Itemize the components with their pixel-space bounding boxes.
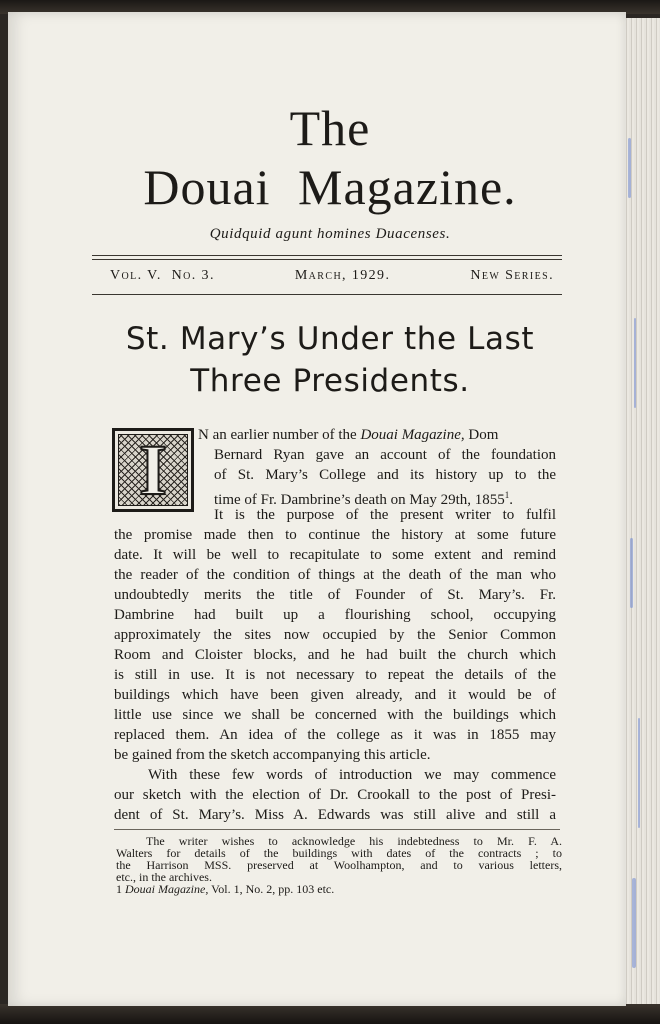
body-line: Bernard Ryan gave an account of the foundation — [214, 447, 556, 463]
footnote-mark: 1 — [504, 490, 510, 500]
body-line: our sketch with the election of Dr. Crookall to the post of Presi- — [114, 787, 556, 803]
body-line: is still in use. It is not necessary to repeat the details of the — [114, 667, 556, 683]
ink-stain — [634, 318, 636, 408]
body-line: undoubtedly merits the title of Founder of St. Mary’s. Fr. — [114, 587, 556, 603]
body-line: It is the purpose of the present writer to fulfil — [214, 507, 556, 523]
article-title-line1: St. Mary’s Under the Last — [125, 321, 535, 357]
footnote-line: The writer wishes to acknowledge his indebtedness to Mr. F. A. — [146, 834, 562, 848]
body-line: the promise made then to continue the history at some future — [114, 527, 556, 543]
issue-date: March, 1929. — [294, 268, 391, 283]
body-line: approximately the sites now occupied by the Senior Common — [114, 627, 556, 643]
book-spine-bottom — [0, 1004, 660, 1024]
footnote-reference — [116, 884, 562, 896]
rule-bottom — [92, 294, 562, 295]
footnote-rule — [114, 829, 560, 830]
issue-volume-number — [110, 268, 215, 284]
body-line: the reader of the condition of things at the death of the man who — [114, 567, 556, 583]
body-line: Dambrine had built up a flourishing school, occupying — [114, 607, 556, 623]
ink-stain — [632, 878, 636, 968]
article-title — [90, 318, 570, 402]
masthead-title: Douai Magazine. — [143, 159, 517, 215]
dropcap-ornament — [112, 428, 194, 512]
body-line: Room and Cloister blocks, and he had built the church which — [114, 647, 556, 663]
body-line: dent of St. Mary’s. Miss A. Edwards was still alive and still a — [114, 807, 556, 823]
text-run: time of Fr. Dambrine’s death on May 29th, 1855 — [214, 492, 505, 508]
body-line: replaced them. An idea of the college as it was in 1855 may — [114, 727, 556, 743]
text-run: Dom — [468, 427, 499, 443]
body-line: With these few words of introduction we may commence — [148, 767, 556, 783]
footnote-line: the Harrison MSS. preserved at Woolhampton, and to various letters, — [116, 858, 562, 872]
footnote-line: Walters for details of the buildings with dates of the contracts ; to — [116, 846, 562, 860]
footnote-line: etc., in the archives. — [116, 870, 212, 884]
footnote-ref-title: Douai Magazine, — [125, 882, 209, 896]
ink-stain — [630, 538, 633, 608]
footnote-ref-rest: Vol. 1, No. 2, pp. 103 etc. — [211, 882, 335, 896]
dropcap-letter: I — [138, 430, 168, 510]
article-title-line2: Three Presidents. — [190, 363, 470, 399]
rule-top — [92, 255, 562, 256]
italic-title-run: Douai Magazine, — [360, 427, 465, 443]
body-line: date. It will be well to recapitulate to some extent and remind — [114, 547, 556, 563]
issue-number: No. 3. — [171, 268, 215, 283]
masthead-the: The — [289, 100, 371, 156]
body-line: of St. Mary’s College and its history up to the — [214, 467, 556, 483]
text-run: N an earlier number of the — [198, 427, 357, 443]
body-line: buildings which have been given already, and it would be of — [114, 687, 556, 703]
ink-stain — [638, 718, 640, 828]
body-line: little use since we shall be concerned with the buildings which — [114, 707, 556, 723]
rule-top-double — [92, 259, 562, 260]
body-line: time of Fr. Dambrine’s death on May 29th, 1855$^1$. — [214, 490, 514, 508]
issue-line — [110, 268, 554, 284]
footnote-ref-mark: 1 — [116, 882, 122, 896]
issue-series: New Series. — [470, 268, 554, 283]
issue-volume: Vol. V. — [110, 268, 162, 283]
body-line: be gained from the sketch accompanying this article. — [114, 747, 431, 763]
masthead-motto: Quidquid agunt homines Duacenses. — [209, 226, 451, 242]
body-line — [198, 425, 556, 445]
